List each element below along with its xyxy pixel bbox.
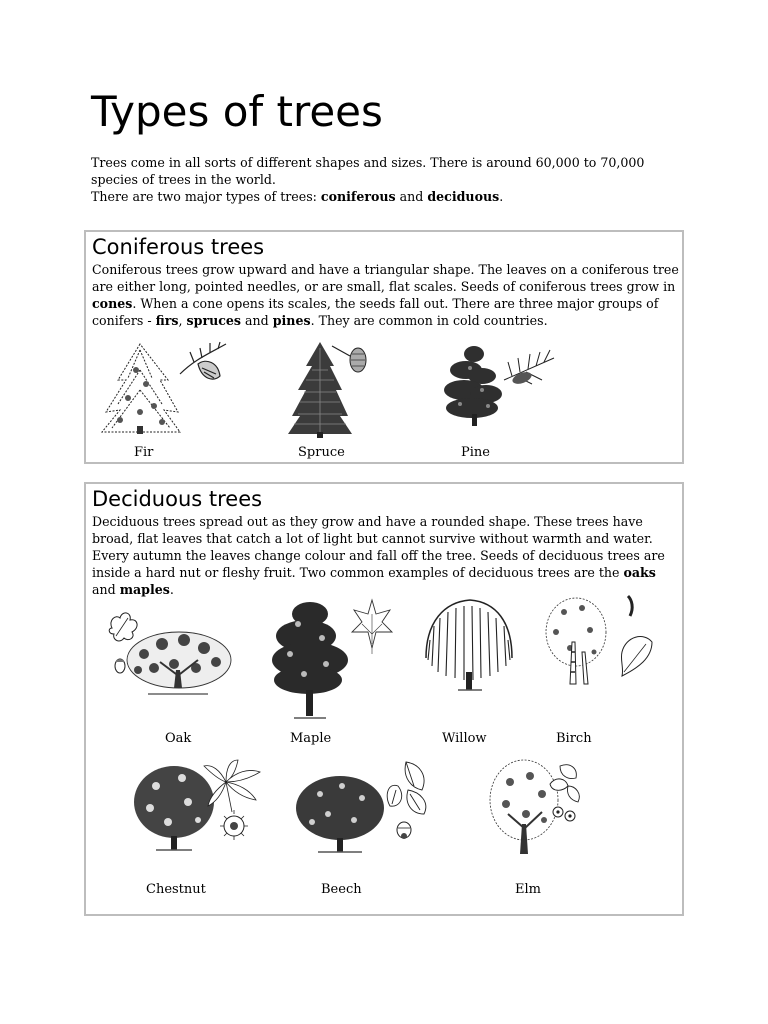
intro-period: .	[499, 189, 504, 204]
beech-illustration	[292, 756, 442, 868]
coniferous-description	[92, 261, 680, 329]
deciduous-desc-part1: Deciduous trees spread out as they grow and have a rounded shape. These trees have broad, flat leaves that catch a lot of light but cannot survive without warmth and water. Every autumn the leaves change colour and fall off the tree. Seeds of deciduous trees are inside a hard nut or fleshy fruit. Two common examples of deciduous trees are the	[92, 514, 665, 580]
and-2: and	[92, 582, 120, 597]
pine-caption: Pine	[461, 445, 490, 460]
intro-deciduous-term: deciduous	[427, 189, 500, 204]
maples-term: maples	[119, 582, 170, 597]
intro-and: and	[395, 189, 428, 204]
coniferous-desc-part1: Coniferous trees grow upward and have a triangular shape. The leaves on a coniferous tree are either long, pointed needles, or are small, flat scales. Seeds of coniferous trees grow in	[92, 262, 679, 294]
intro-line-2-prefix: There are two major types of trees:	[91, 189, 321, 204]
cones-term: cones	[92, 296, 133, 311]
fir-caption: Fir	[134, 445, 154, 460]
deciduous-heading: Deciduous trees	[92, 487, 263, 511]
elm-caption: Elm	[515, 882, 541, 897]
coniferous-heading: Coniferous trees	[92, 235, 265, 259]
chestnut-illustration	[126, 756, 271, 868]
deciduous-description	[92, 513, 680, 598]
chestnut-caption: Chestnut	[146, 882, 206, 897]
spruces-term: spruces	[186, 313, 242, 328]
spruce-caption: Spruce	[298, 445, 345, 460]
comma-1: ,	[178, 313, 187, 328]
spruce-illustration	[284, 340, 384, 440]
deciduous-section	[84, 482, 684, 916]
deciduous-period: .	[169, 582, 174, 597]
intro-text	[91, 154, 691, 205]
pine-illustration	[442, 340, 557, 430]
oak-illustration	[104, 608, 239, 708]
maple-caption: Maple	[290, 731, 332, 746]
coniferous-desc-part2: . When a cone opens its scales, the seeds fall out. There are three major groups of conifers -	[92, 296, 659, 328]
willow-illustration	[420, 596, 520, 696]
coniferous-desc-part3: . They are common in cold countries.	[310, 313, 548, 328]
beech-caption: Beech	[321, 882, 362, 897]
oaks-term: oaks	[623, 565, 656, 580]
birch-illustration	[542, 592, 657, 692]
and-1: and	[241, 313, 273, 328]
page-title: Types of trees	[91, 87, 383, 136]
intro-line-1: Trees come in all sorts of different shapes and sizes. There is around 60,000 to 70,000 species of trees in the world.	[91, 155, 645, 187]
firs-term: firs	[155, 313, 179, 328]
birch-caption: Birch	[556, 731, 592, 746]
coniferous-section	[84, 230, 684, 464]
fir-illustration	[98, 340, 233, 435]
oak-caption: Oak	[165, 731, 192, 746]
pines-term: pines	[272, 313, 311, 328]
willow-caption: Willow	[442, 731, 487, 746]
intro-line-2	[91, 188, 691, 205]
maple-illustration	[266, 594, 396, 724]
intro-coniferous-term: coniferous	[320, 189, 396, 204]
elm-illustration	[486, 754, 586, 866]
